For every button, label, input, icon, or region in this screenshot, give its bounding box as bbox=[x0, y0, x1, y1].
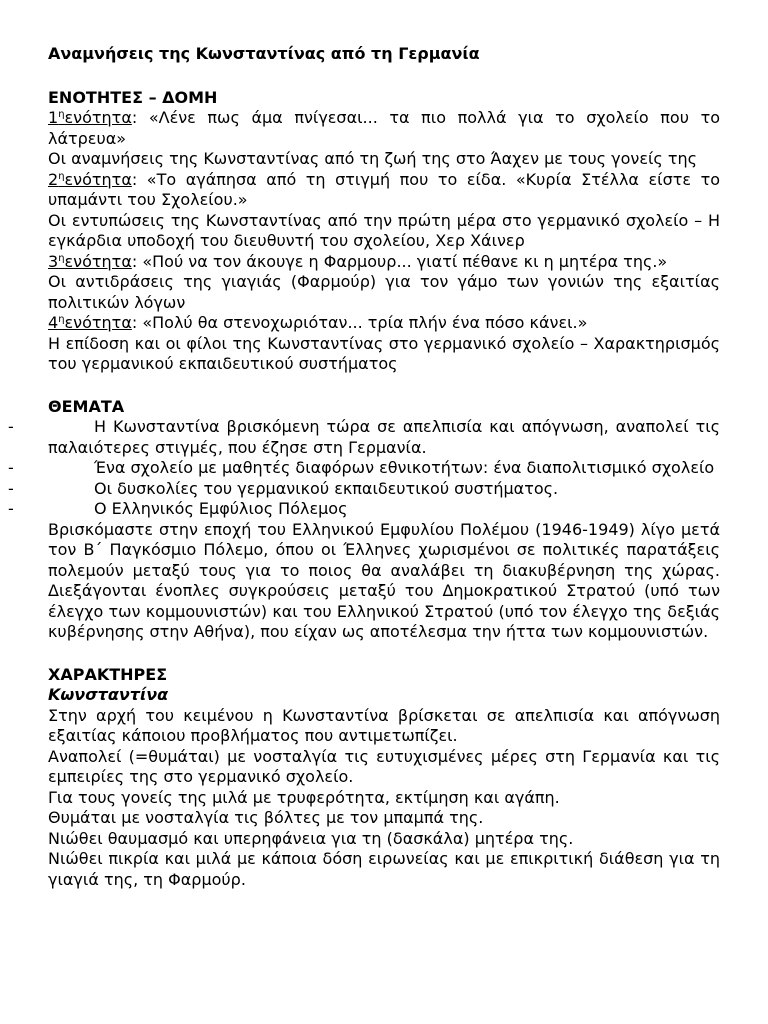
dash-bullet: - bbox=[8, 478, 14, 498]
theme-item-3: - Οι δυσκολίες του γερμανικού εκπαιδευτικού συστήματος. bbox=[8, 478, 559, 498]
character-line-2: Αναπολεί (=θυμάται) με νοσταλγία τις ευτυχισμένες μέρες στη Γερμανία και τις εμπειρίες της στο γερμανικό σχολείο. bbox=[48, 746, 720, 786]
character-name: Κωνσταντίνα bbox=[48, 685, 169, 704]
characters-heading: ΧΑΡΑΚΤΗΡΕΣ bbox=[48, 664, 168, 684]
character-line-5: Νιώθει θαυμασμό και υπερηφάνεια για τη (δασκάλα) μητέρα της. bbox=[48, 828, 574, 848]
section-1-summary: Οι αναμνήσεις της Κωνσταντίνας από τη ζωή της στο Άαχεν με τους γονείς της bbox=[48, 149, 698, 168]
section-2-quote: $2^\eta\varepsilon\nu ό\tau\eta\tau\alpha$: «Το αγάπησα από τη στιγμή που το είδα. «Κυρία Στέλλα είστε το υπαμάντι του Σχολείου.» bbox=[48, 169, 720, 209]
dash-bullet: - bbox=[8, 417, 14, 436]
civil-war-paragraph: Βρισκόμαστε στην εποχή του Ελληνικού Εμφυλίου Πολέμου (1946-1949) λίγο μετά τον Β΄ Παγκόσμιο Πόλεμο, όπου οι Έλληνες χωρισμένοι σε πολιτικές παρατάξεις πολεμούν μεταξύ τους για το ποιος θα αναλάβει τη διακυβέρνηση της χώρας. Διεξάγονται ένοπλες συγκρούσεις μεταξύ του Δημοκρατικού Στρατού (υπό των έλεγχο των κομμουνιστών) και του Ελληνικού Στρατού (υπό τον έλεγχο της δεξιάς κυβέρνησης στην Αθήνα), που είχαν ως αποτέλεσμα την ήττα των κομμουνιστών. bbox=[48, 519, 720, 641]
structure-heading: ΕΝΟΤΗΤΕΣ – ΔΟΜΗ bbox=[48, 87, 218, 107]
section-3-quote: $3^\eta\varepsilon\nu ό\tau\eta\tau\alpha$: «Πού να τον άκουγε η Φαρμουρ... γιατί πέθανε κι η μητέρα της.» bbox=[48, 251, 668, 271]
section-1-quote: $1^\eta\varepsilon\nu ό\tau\eta\tau\alpha$: «Λένε πως άμα πνίγεσαι... τα πιο πολλά για το σχολείο που το λάτρευα» bbox=[48, 108, 720, 148]
character-line-1: Στην αρχή του κειμένου η Κωνσταντίνα βρίσκεται σε απελπισία και απόγνωση εξαιτίας κάποιου προβλήματος που αντιμετωπίζει. bbox=[48, 705, 720, 745]
section-2-summary: Οι εντυπώσεις της Κωνσταντίνας από την πρώτη μέρα στο γερμανικό σχολείο – Η εγκάρδια υποδοχή του διευθυντή του σχολείου, Χερ Χάινερ bbox=[48, 210, 720, 250]
section-4-summary: Η επίδοση και οι φίλοι της Κωνσταντίνας στο γερμανικό σχολείο – Χαρακτηρισμός του γερμανικού εκπαιδευτικού συστήματος bbox=[48, 333, 720, 373]
document-page bbox=[8, 44, 720, 890]
character-line-6: Νιώθει πικρία και μιλά με κάποια δόση ειρωνείας και με επικριτική διάθεση για τη γιαγιά της, τη Φαρμούρ. bbox=[48, 849, 720, 889]
character-line-4: Θυμάται με νοσταλγία τις βόλτες με τον μπαμπά της. bbox=[48, 808, 484, 827]
section-1-label: $1^\eta\varepsilon\nu ό\tau\eta\tau\alpha$ bbox=[48, 108, 132, 127]
section-3-label: $3^\eta\varepsilon\nu ό\tau\eta\tau\alpha$ bbox=[48, 251, 132, 271]
document-title: Αναμνήσεις της Κωνσταντίνας από τη Γερμανία bbox=[48, 44, 480, 63]
section-2-label: $2^\eta\varepsilon\nu ό\tau\eta\tau\alpha$ bbox=[48, 169, 132, 189]
theme-item-4: - Ο Ελληνικός Εμφύλιος Πόλεμος bbox=[8, 499, 348, 518]
dash-bullet: - bbox=[8, 499, 14, 518]
dash-bullet: - bbox=[8, 458, 14, 477]
section-3-summary: Οι αντιδράσεις της γιαγιάς (Φαρμούρ) για τον γάμο των γονιών της εξαιτίας πολιτικών λόγων bbox=[48, 272, 720, 312]
themes-heading: ΘΕΜΑΤΑ bbox=[48, 396, 125, 416]
section-4-quote: $4^\eta\varepsilon\nu ό\tau\eta\tau\alpha$: «Πολύ θα στενοχωριόταν... τρία πλήν ένα πόσο κάνει.» bbox=[48, 313, 588, 332]
theme-item-1: - Η Κωνσταντίνα βρισκόμενη τώρα σε απελπισία και απόγνωση, αναπολεί τις παλαιότερες στιγμές, που έζησε στη Γερμανία. bbox=[8, 417, 720, 457]
section-4-label: $4^\eta\varepsilon\nu ό\tau\eta\tau\alpha$ bbox=[48, 313, 132, 332]
character-line-3: Για τους γονείς της μιλά με τρυφερότητα, εκτίμηση και αγάπη. bbox=[48, 787, 560, 807]
theme-item-2: - Ένα σχολείο με μαθητές διαφόρων εθνικοτήτων: ένα διαπολιτισμικό σχολείο bbox=[8, 458, 715, 477]
